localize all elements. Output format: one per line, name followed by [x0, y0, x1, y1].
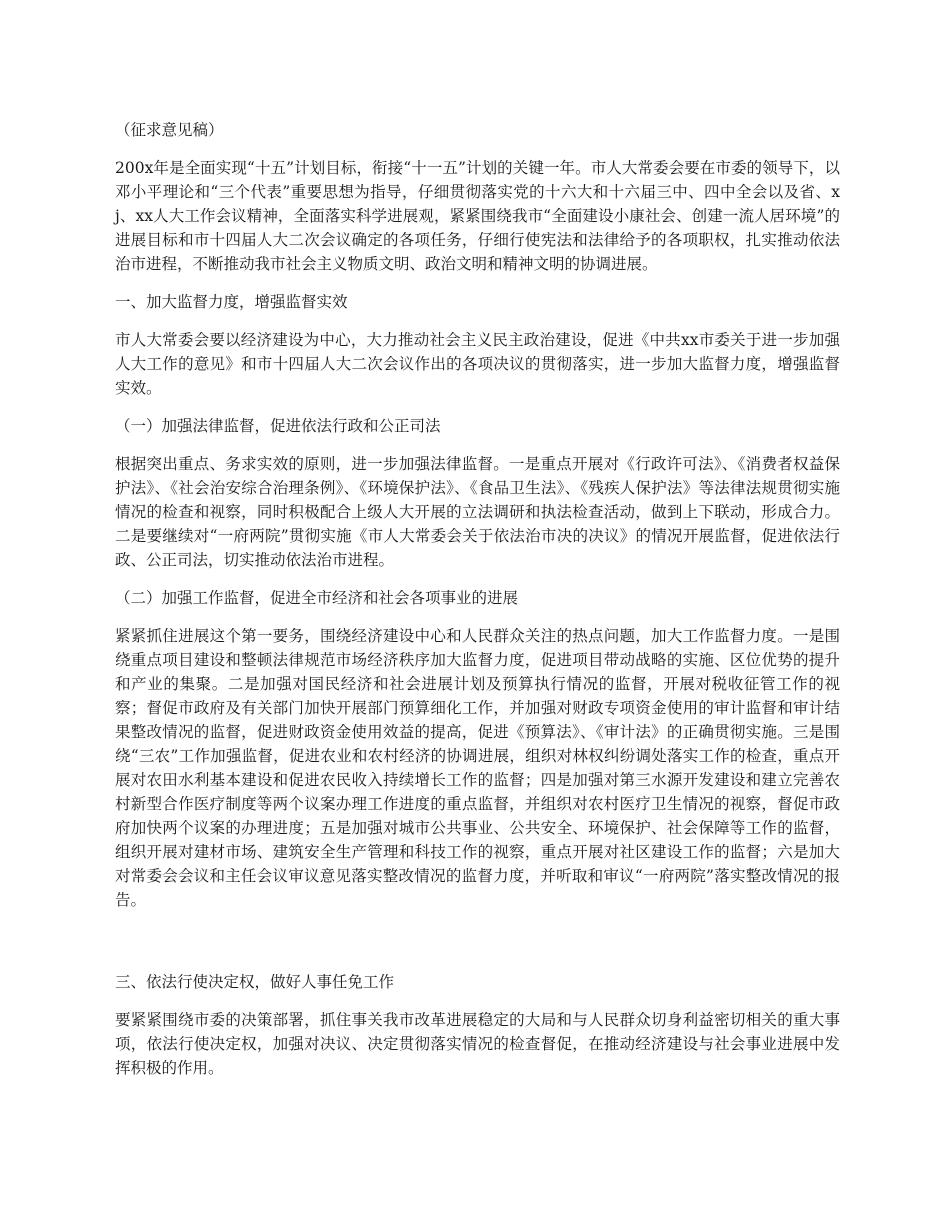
document-page [115, 118, 840, 1094]
subsection-1-paragraph: 根据突出重点、务求实效的原则，进一步加强法律监督。一是重点开展对《行政许可法》、《消费者权益保护法》、《社会治安综合治理条例》、《环境保护法》、《食品卫生法》、《残疾人保护法》等法律法规贯彻实施情况的检查和视察，同时积极配合上级人大开展的立法调研和执法检查活动，做到上下联动，形成合力。二是要继续对“一府两院”贯彻实施《市人大常委会关于依法治市决的决议》的情况开展监督，促进依法行政、公正司法，切实推动依法治市进程。 [115, 455, 840, 569]
section-3-paragraph: 要紧紧围绕市委的决策部署，抓住事关我市改革进展稳定的大局和与人民群众切身利益密切相关的重大事项，依法行使决定权，加强对决议、决定贯彻落实情况的检查督促，在推动经济建设与社会事业进展中发挥积极的作用。 [115, 1011, 840, 1077]
subsection-2-heading: （二）加强工作监督，促进全市经济和社会各项事业的进展 [115, 589, 519, 607]
section-1-paragraph: 市人大常委会要以经济建设为中心，大力推动社会主义民主政治建设，促进《中共xx市委关于进一步加强人大工作的意见》和市十四届人大二次会议作出的各项决议的贯彻落实，进一步加大监督力度，增强监督实效。 [115, 331, 840, 397]
section-1-heading: 一、加大监督力度，增强监督实效 [115, 293, 348, 311]
intro-paragraph: 200x年是全面实现“十五”计划目标，衔接“十一五”计划的关键一年。市人大常委会要在市委的领导下，以邓小平理论和“三个代表”重要思想为指导，仔细贯彻落实党的十六大和十六届三中、四中全会以及省、xj、xx人大工作会议精神，全面落实科学进展观，紧紧围绕我市“全面建设小康社会、创建一流人居环境”的进展目标和市十四届人大二次会议确定的各项任务，仔细行使宪法和法律给予的各项职权，扎实推动依法治市进程，不断推动我市社会主义物质文明、政治文明和精神文明的协调进展。 [115, 159, 840, 273]
subsection-2-paragraph: 紧紧抓住进展这个第一要务，围绕经济建设中心和人民群众关注的热点问题，加大工作监督力度。一是围绕重点项目建设和整顿法律规范市场经济秩序加大监督力度，促进项目带动战略的实施、区位优势的提升和产业的集聚。二是加强对国民经济和社会进展计划及预算执行情况的监督，开展对税收征管工作的视察；督促市政府及有关部门加快开展部门预算细化工作，并加强对财政专项资金使用的审计监督和审计结果整改情况的监督，促进财政资金使用效益的提高，促进《预算法》、《审计法》的正确贯彻实施。三是围绕“三农”工作加强监督，促进农业和农村经济的协调进展，组织对林权纠纷调处落实工作的检查，重点开展对农田水利基本建设和促进农民收入持续增长工作的监督；四是加强对第三水源开发建设和建立完善农村新型合作医疗制度等两个议案办理工作进度的重点监督，并组织对农村医疗卫生情况的视察，督促市政府加快两个议案的办理进度；五是加强对城市公共事业、公共安全、环境保护、社会保障等工作的监督，组织开展对建材市场、建筑安全生产管理和科技工作的视察，重点开展对社区建设工作的监督；六是加大对常委会会议和主任会议审议意见落实整改情况的监督力度，并听取和审议“一府两院”落实整改情况的报告。 [115, 627, 840, 909]
section-3-heading: 三、依法行使决定权，做好人事任免工作 [115, 973, 395, 991]
section-gap [115, 926, 840, 970]
subsection-1-heading: （一）加强法律监督，促进依法行政和公正司法 [115, 417, 441, 435]
draft-note: （征求意见稿） [115, 121, 224, 139]
